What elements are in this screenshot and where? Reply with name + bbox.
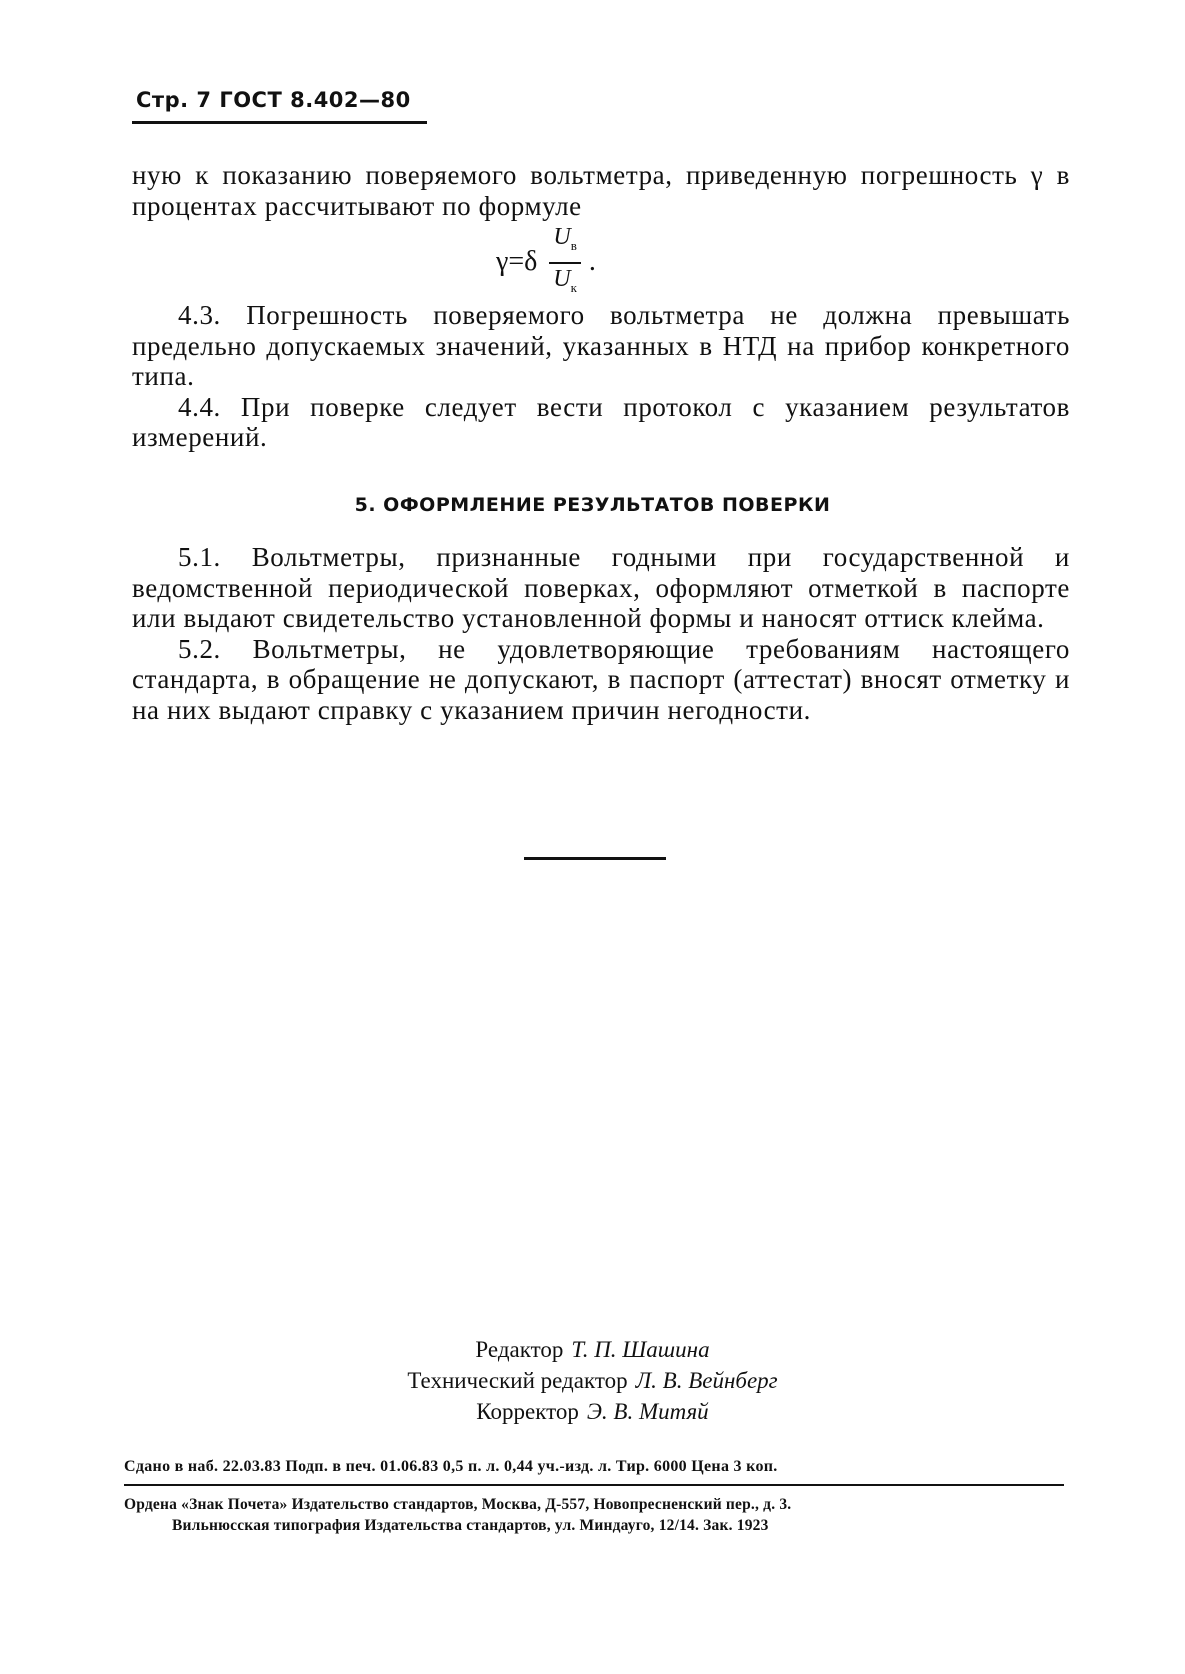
continued-paragraph — [132, 160, 1070, 221]
continuation-text: ную к показанию поверяемого вольтметра, приведенную погрешность γ в процентах рассчитывают по формуле — [132, 160, 1070, 221]
formula-fraction — [549, 223, 580, 302]
paragraph-5-1: 5.1. Вольтметры, признанные годными при государственной и ведомственной периодической поверках, оформляют отметкой в паспорте или выдают свидетельство установленной формы и наносят оттиск клейма. — [132, 542, 1070, 633]
credits-block — [0, 1334, 1185, 1427]
formula-denominator: $U_к$ — [553, 265, 577, 295]
paragraph-4-3: 4.3. Погрешность поверяемого вольтметра не должна превышать предельно допускаемых значений, указанных в НТД на прибор конкретного типа. — [132, 300, 1070, 391]
paragraph-4-4: 4.4. При поверке следует вести протокол с указанием результатов измерений. — [132, 391, 1070, 452]
credit-proofreader: Корректор Э. В. Митяй — [476, 1399, 709, 1424]
credit-editor: Редактор Т. П. Шашина — [475, 1337, 710, 1362]
print-details: Сдано в наб. 22.03.83 Подп. в печ. 01.06.83 0,5 п. л. 0,44 уч.-изд. л. Тир. 6000 Цена 3 коп. — [124, 1458, 778, 1475]
section-4-paragraphs — [132, 300, 1070, 453]
section-5-title: 5. ОФОРМЛЕНИЕ РЕЗУЛЬТАТОВ ПОВЕРКИ — [354, 494, 831, 516]
error-formula — [496, 223, 596, 295]
formula-lhs: γ=δ — [496, 246, 538, 277]
imprint-rule — [124, 1484, 1064, 1486]
header-rule — [132, 121, 427, 124]
paragraph-5-2: 5.2. Вольтметры, не удовлетворяющие требованиям настоящего стандарта, в обращение не допускают, в паспорт (аттестат) вносят отметку и на них выдают справку с указанием причин негодности. — [132, 633, 1070, 725]
printer-line: Вильнюсская типография Издательства стандартов, ул. Миндауго, 12/14. Зак. 1923 — [172, 1517, 769, 1534]
formula-numerator: $U_в$ — [549, 223, 580, 264]
publisher-line: Ордена «Знак Почета» Издательство стандартов, Москва, Д-557, Новопресненский пер., д. 3. — [124, 1496, 792, 1513]
end-of-text-rule — [524, 857, 666, 860]
page-header: Стр. 7 ГОСТ 8.402—80 — [136, 88, 411, 112]
formula-end: . — [588, 246, 596, 277]
section-5-paragraphs — [132, 542, 1070, 725]
credit-tech-editor: Технический редактор Л. В. Вейнберг — [407, 1368, 778, 1393]
publisher-details — [124, 1494, 1064, 1536]
